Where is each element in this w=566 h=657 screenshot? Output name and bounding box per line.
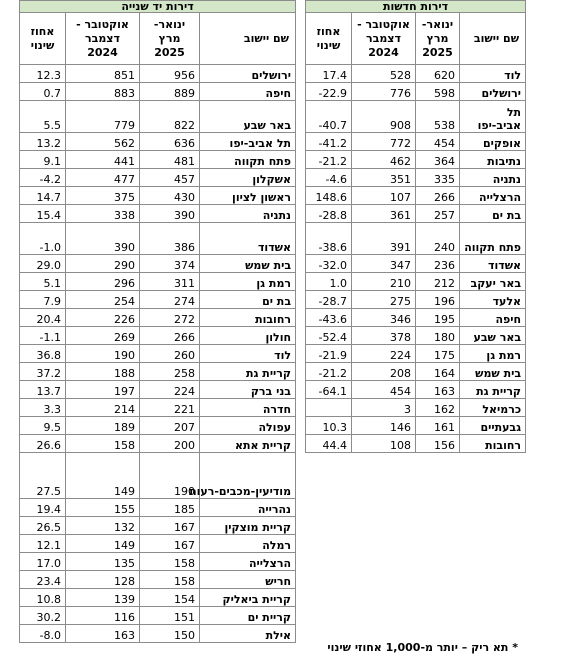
- change-cell: -4.6: [306, 169, 352, 187]
- jan-mar-2025-cell: 266: [140, 327, 200, 345]
- change-cell: -41.2: [306, 133, 352, 151]
- jan-mar-2025-cell: 156: [416, 435, 460, 453]
- city-cell: קריית אתא: [200, 435, 296, 453]
- city-cell: בת ים: [460, 205, 526, 223]
- table-row: [20, 309, 296, 327]
- change-cell: 148.6: [306, 187, 352, 205]
- change-cell: -1.1: [20, 327, 66, 345]
- change-cell: 13.7: [20, 381, 66, 399]
- table-row: [20, 255, 296, 273]
- used-header-oct-dec-2024: אוקטובר -דצמבר 2024: [66, 13, 140, 65]
- oct-dec-2024-cell: 190: [66, 345, 140, 363]
- jan-mar-2025-cell: 207: [140, 417, 200, 435]
- jan-mar-2025-cell: 162: [416, 399, 460, 417]
- oct-dec-2024-cell: 275: [352, 291, 416, 309]
- table-row: [306, 223, 526, 255]
- table-row: [20, 169, 296, 187]
- oct-dec-2024-cell: 132: [66, 517, 140, 535]
- change-cell: -21.2: [306, 151, 352, 169]
- table-row: [20, 363, 296, 381]
- table-row: [306, 255, 526, 273]
- oct-dec-2024-cell: 851: [66, 65, 140, 83]
- city-cell: עפולה: [200, 417, 296, 435]
- city-cell: תל אביב-יפו: [460, 101, 526, 133]
- change-cell: -8.0: [20, 625, 66, 643]
- change-cell: -28.7: [306, 291, 352, 309]
- oct-dec-2024-cell: 208: [352, 363, 416, 381]
- oct-dec-2024-cell: 338: [66, 205, 140, 223]
- city-cell: בית שמש: [460, 363, 526, 381]
- jan-mar-2025-cell: 335: [416, 169, 460, 187]
- jan-mar-2025-cell: 822: [140, 101, 200, 133]
- oct-dec-2024-cell: 269: [66, 327, 140, 345]
- table-row: [20, 65, 296, 83]
- jan-mar-2025-cell: 150: [140, 625, 200, 643]
- table-row: [20, 291, 296, 309]
- change-cell: 12.1: [20, 535, 66, 553]
- city-cell: רמלה: [200, 535, 296, 553]
- used-header-change: אחוז שינוי: [20, 13, 66, 65]
- used-apartments-table: [19, 0, 296, 643]
- oct-dec-2024-cell: 772: [352, 133, 416, 151]
- table-row: [20, 381, 296, 399]
- city-cell: הרצלייה: [200, 553, 296, 571]
- jan-mar-2025-cell: 364: [416, 151, 460, 169]
- table-row: [20, 435, 296, 453]
- new-header-jan-mar-2025: ינואר- מרץ 2025: [416, 13, 460, 65]
- used-header-jan-mar-2025: ינואר- מרץ 2025: [140, 13, 200, 65]
- jan-mar-2025-cell: 185: [140, 499, 200, 517]
- oct-dec-2024-cell: 254: [66, 291, 140, 309]
- oct-dec-2024-cell: 214: [66, 399, 140, 417]
- city-cell: תל אביב-יפו: [200, 133, 296, 151]
- city-cell: קריית גת: [460, 381, 526, 399]
- change-cell: 29.0: [20, 255, 66, 273]
- city-cell: לוד: [200, 345, 296, 363]
- oct-dec-2024-cell: 528: [352, 65, 416, 83]
- table-row: [20, 133, 296, 151]
- change-cell: 5.5: [20, 101, 66, 133]
- city-cell: רחובות: [460, 435, 526, 453]
- table-row: [20, 535, 296, 553]
- oct-dec-2024-cell: 146: [352, 417, 416, 435]
- jan-mar-2025-cell: 274: [140, 291, 200, 309]
- change-cell: -28.8: [306, 205, 352, 223]
- city-cell: פתח תקווה: [460, 223, 526, 255]
- jan-mar-2025-cell: 212: [416, 273, 460, 291]
- city-cell: ירושלים: [200, 65, 296, 83]
- table-row: [20, 327, 296, 345]
- oct-dec-2024-cell: 883: [66, 83, 140, 101]
- oct-dec-2024-cell: 149: [66, 453, 140, 499]
- jan-mar-2025-cell: 221: [140, 399, 200, 417]
- oct-dec-2024-cell: 135: [66, 553, 140, 571]
- city-cell: לוד: [460, 65, 526, 83]
- change-cell: -38.6: [306, 223, 352, 255]
- jan-mar-2025-cell: 195: [416, 309, 460, 327]
- city-cell: חדרה: [200, 399, 296, 417]
- table-row: [20, 517, 296, 535]
- oct-dec-2024-cell: 149: [66, 535, 140, 553]
- change-cell: 3.3: [20, 399, 66, 417]
- oct-dec-2024-cell: 296: [66, 273, 140, 291]
- city-cell: ירושלים: [460, 83, 526, 101]
- table-row: [306, 363, 526, 381]
- oct-dec-2024-cell: 441: [66, 151, 140, 169]
- used-table-body: [20, 65, 296, 643]
- change-cell: 10.3: [306, 417, 352, 435]
- change-cell: -21.9: [306, 345, 352, 363]
- jan-mar-2025-cell: 167: [140, 535, 200, 553]
- used-table-title: דירות יד שנייה: [20, 1, 296, 13]
- jan-mar-2025-cell: 161: [416, 417, 460, 435]
- oct-dec-2024-cell: 375: [66, 187, 140, 205]
- city-cell: אשדוד: [460, 255, 526, 273]
- jan-mar-2025-cell: 430: [140, 187, 200, 205]
- jan-mar-2025-cell: 151: [140, 607, 200, 625]
- city-cell: נתיבות: [460, 151, 526, 169]
- change-cell: 37.2: [20, 363, 66, 381]
- change-cell: -4.2: [20, 169, 66, 187]
- jan-mar-2025-cell: 180: [416, 327, 460, 345]
- jan-mar-2025-cell: 636: [140, 133, 200, 151]
- jan-mar-2025-cell: 538: [416, 101, 460, 133]
- city-cell: אשדוד: [200, 223, 296, 255]
- oct-dec-2024-cell: 139: [66, 589, 140, 607]
- table-row: [20, 417, 296, 435]
- jan-mar-2025-cell: 374: [140, 255, 200, 273]
- jan-mar-2025-cell: 386: [140, 223, 200, 255]
- jan-mar-2025-cell: 457: [140, 169, 200, 187]
- jan-mar-2025-cell: 598: [416, 83, 460, 101]
- oct-dec-2024-cell: 188: [66, 363, 140, 381]
- table-row: [306, 187, 526, 205]
- jan-mar-2025-cell: 272: [140, 309, 200, 327]
- oct-dec-2024-cell: 116: [66, 607, 140, 625]
- change-cell: 9.5: [20, 417, 66, 435]
- oct-dec-2024-cell: 908: [352, 101, 416, 133]
- oct-dec-2024-cell: 163: [66, 625, 140, 643]
- oct-dec-2024-cell: 391: [352, 223, 416, 255]
- oct-dec-2024-cell: 226: [66, 309, 140, 327]
- city-cell: באר יעקב: [460, 273, 526, 291]
- city-cell: בני ברק: [200, 381, 296, 399]
- city-cell: בית שמש: [200, 255, 296, 273]
- oct-dec-2024-cell: 224: [352, 345, 416, 363]
- table-row: [20, 345, 296, 363]
- jan-mar-2025-cell: 390: [140, 205, 200, 223]
- jan-mar-2025-cell: 164: [416, 363, 460, 381]
- city-cell: נהרייה: [200, 499, 296, 517]
- jan-mar-2025-cell: 889: [140, 83, 200, 101]
- oct-dec-2024-cell: 390: [66, 223, 140, 255]
- city-cell: קריית ים: [200, 607, 296, 625]
- oct-dec-2024-cell: 477: [66, 169, 140, 187]
- jan-mar-2025-cell: 260: [140, 345, 200, 363]
- city-cell: חיפה: [200, 83, 296, 101]
- oct-dec-2024-cell: 562: [66, 133, 140, 151]
- new-header-city: שם יישוב: [460, 13, 526, 65]
- change-cell: -21.2: [306, 363, 352, 381]
- oct-dec-2024-cell: 346: [352, 309, 416, 327]
- jan-mar-2025-cell: 257: [416, 205, 460, 223]
- table-row: [306, 381, 526, 399]
- city-cell: חיפה: [460, 309, 526, 327]
- oct-dec-2024-cell: 3: [352, 399, 416, 417]
- table-row: [306, 169, 526, 187]
- table-row: [306, 327, 526, 345]
- oct-dec-2024-cell: 454: [352, 381, 416, 399]
- jan-mar-2025-cell: 311: [140, 273, 200, 291]
- jan-mar-2025-cell: 167: [140, 517, 200, 535]
- jan-mar-2025-cell: 236: [416, 255, 460, 273]
- city-cell: רמת גן: [460, 345, 526, 363]
- table-row: [306, 133, 526, 151]
- city-cell: קריית מוצקין: [200, 517, 296, 535]
- table-row: [20, 273, 296, 291]
- oct-dec-2024-cell: 107: [352, 187, 416, 205]
- jan-mar-2025-cell: 258: [140, 363, 200, 381]
- table-row: [20, 571, 296, 589]
- change-cell: 0.7: [20, 83, 66, 101]
- city-cell: אלעד: [460, 291, 526, 309]
- jan-mar-2025-cell: 175: [416, 345, 460, 363]
- change-cell: 13.2: [20, 133, 66, 151]
- table-row: [20, 499, 296, 517]
- city-cell: קריית גת: [200, 363, 296, 381]
- oct-dec-2024-cell: 779: [66, 101, 140, 133]
- oct-dec-2024-cell: 351: [352, 169, 416, 187]
- change-cell: -32.0: [306, 255, 352, 273]
- change-cell: 44.4: [306, 435, 352, 453]
- change-cell: 7.9: [20, 291, 66, 309]
- used-header-city: שם יישוב: [200, 13, 296, 65]
- oct-dec-2024-cell: 158: [66, 435, 140, 453]
- change-cell: 26.5: [20, 517, 66, 535]
- change-cell: 10.8: [20, 589, 66, 607]
- jan-mar-2025-cell: 956: [140, 65, 200, 83]
- change-cell: 26.6: [20, 435, 66, 453]
- table-row: [306, 83, 526, 101]
- city-cell: אופקים: [460, 133, 526, 151]
- oct-dec-2024-cell: 197: [66, 381, 140, 399]
- change-cell: 27.5: [20, 453, 66, 499]
- table-row: [20, 453, 296, 499]
- change-cell: 30.2: [20, 607, 66, 625]
- change-cell: 15.4: [20, 205, 66, 223]
- table-row: [20, 187, 296, 205]
- jan-mar-2025-cell: 196: [416, 291, 460, 309]
- new-table-body: [306, 65, 526, 453]
- change-cell: -43.6: [306, 309, 352, 327]
- jan-mar-2025-cell: 266: [416, 187, 460, 205]
- jan-mar-2025-cell: 224: [140, 381, 200, 399]
- jan-mar-2025-cell: 158: [140, 571, 200, 589]
- change-cell: 36.8: [20, 345, 66, 363]
- table-row: [306, 345, 526, 363]
- table-row: [306, 151, 526, 169]
- table-row: [306, 435, 526, 453]
- change-cell: 14.7: [20, 187, 66, 205]
- jan-mar-2025-cell: 190: [140, 453, 200, 499]
- city-cell: אשקלון: [200, 169, 296, 187]
- city-cell: נתניה: [460, 169, 526, 187]
- jan-mar-2025-cell: 154: [140, 589, 200, 607]
- table-row: [306, 273, 526, 291]
- jan-mar-2025-cell: 481: [140, 151, 200, 169]
- jan-mar-2025-cell: 620: [416, 65, 460, 83]
- city-cell: בת ים: [200, 291, 296, 309]
- jan-mar-2025-cell: 454: [416, 133, 460, 151]
- jan-mar-2025-cell: 158: [140, 553, 200, 571]
- city-cell: רמת גן: [200, 273, 296, 291]
- change-cell: 19.4: [20, 499, 66, 517]
- city-cell: חולון: [200, 327, 296, 345]
- table-row: [306, 101, 526, 133]
- table-row: [20, 625, 296, 643]
- jan-mar-2025-cell: 200: [140, 435, 200, 453]
- change-cell: -1.0: [20, 223, 66, 255]
- city-cell: באר שבע: [460, 327, 526, 345]
- change-cell: 17.0: [20, 553, 66, 571]
- city-cell: גבעתיים: [460, 417, 526, 435]
- table-row: [20, 589, 296, 607]
- change-cell: -64.1: [306, 381, 352, 399]
- change-cell: 17.4: [306, 65, 352, 83]
- city-cell: חריש: [200, 571, 296, 589]
- table-row: [20, 205, 296, 223]
- city-cell: פתח תקווה: [200, 151, 296, 169]
- oct-dec-2024-cell: 210: [352, 273, 416, 291]
- change-cell: 12.3: [20, 65, 66, 83]
- oct-dec-2024-cell: 347: [352, 255, 416, 273]
- table-row: [306, 291, 526, 309]
- oct-dec-2024-cell: 189: [66, 417, 140, 435]
- city-cell: הרצלייה: [460, 187, 526, 205]
- oct-dec-2024-cell: 378: [352, 327, 416, 345]
- city-cell: ראשון לציון: [200, 187, 296, 205]
- table-row: [20, 399, 296, 417]
- footnote: * תא ריק – יותר מ-1,000 אחוזי שינוי: [327, 641, 518, 654]
- jan-mar-2025-cell: 163: [416, 381, 460, 399]
- table-row: [20, 83, 296, 101]
- new-table-title: דירות חדשות: [306, 1, 526, 13]
- table-row: [20, 223, 296, 255]
- city-cell: כרמיאל: [460, 399, 526, 417]
- new-apartments-table: [305, 0, 526, 453]
- table-row: [20, 101, 296, 133]
- change-cell: -52.4: [306, 327, 352, 345]
- table-row: [306, 417, 526, 435]
- city-cell: נתניה: [200, 205, 296, 223]
- change-cell: [306, 399, 352, 417]
- oct-dec-2024-cell: 361: [352, 205, 416, 223]
- change-cell: 5.1: [20, 273, 66, 291]
- table-row: [306, 309, 526, 327]
- city-cell: באר שבע: [200, 101, 296, 133]
- city-cell: רחובות: [200, 309, 296, 327]
- oct-dec-2024-cell: 128: [66, 571, 140, 589]
- city-cell: קריית ביאליק: [200, 589, 296, 607]
- change-cell: 23.4: [20, 571, 66, 589]
- new-header-oct-dec-2024: אוקטובר -דצמבר 2024: [352, 13, 416, 65]
- new-header-change: אחוז שינוי: [306, 13, 352, 65]
- city-cell: מודיעין-מכבים-רעות: [200, 453, 296, 499]
- table-row: [306, 399, 526, 417]
- city-cell: אילת: [200, 625, 296, 643]
- oct-dec-2024-cell: 776: [352, 83, 416, 101]
- change-cell: 20.4: [20, 309, 66, 327]
- change-cell: 1.0: [306, 273, 352, 291]
- table-row: [20, 151, 296, 169]
- table-row: [20, 607, 296, 625]
- table-row: [306, 205, 526, 223]
- change-cell: -40.7: [306, 101, 352, 133]
- oct-dec-2024-cell: 155: [66, 499, 140, 517]
- table-row: [306, 65, 526, 83]
- oct-dec-2024-cell: 462: [352, 151, 416, 169]
- oct-dec-2024-cell: 290: [66, 255, 140, 273]
- change-cell: -22.9: [306, 83, 352, 101]
- oct-dec-2024-cell: 108: [352, 435, 416, 453]
- change-cell: 9.1: [20, 151, 66, 169]
- jan-mar-2025-cell: 240: [416, 223, 460, 255]
- table-row: [20, 553, 296, 571]
